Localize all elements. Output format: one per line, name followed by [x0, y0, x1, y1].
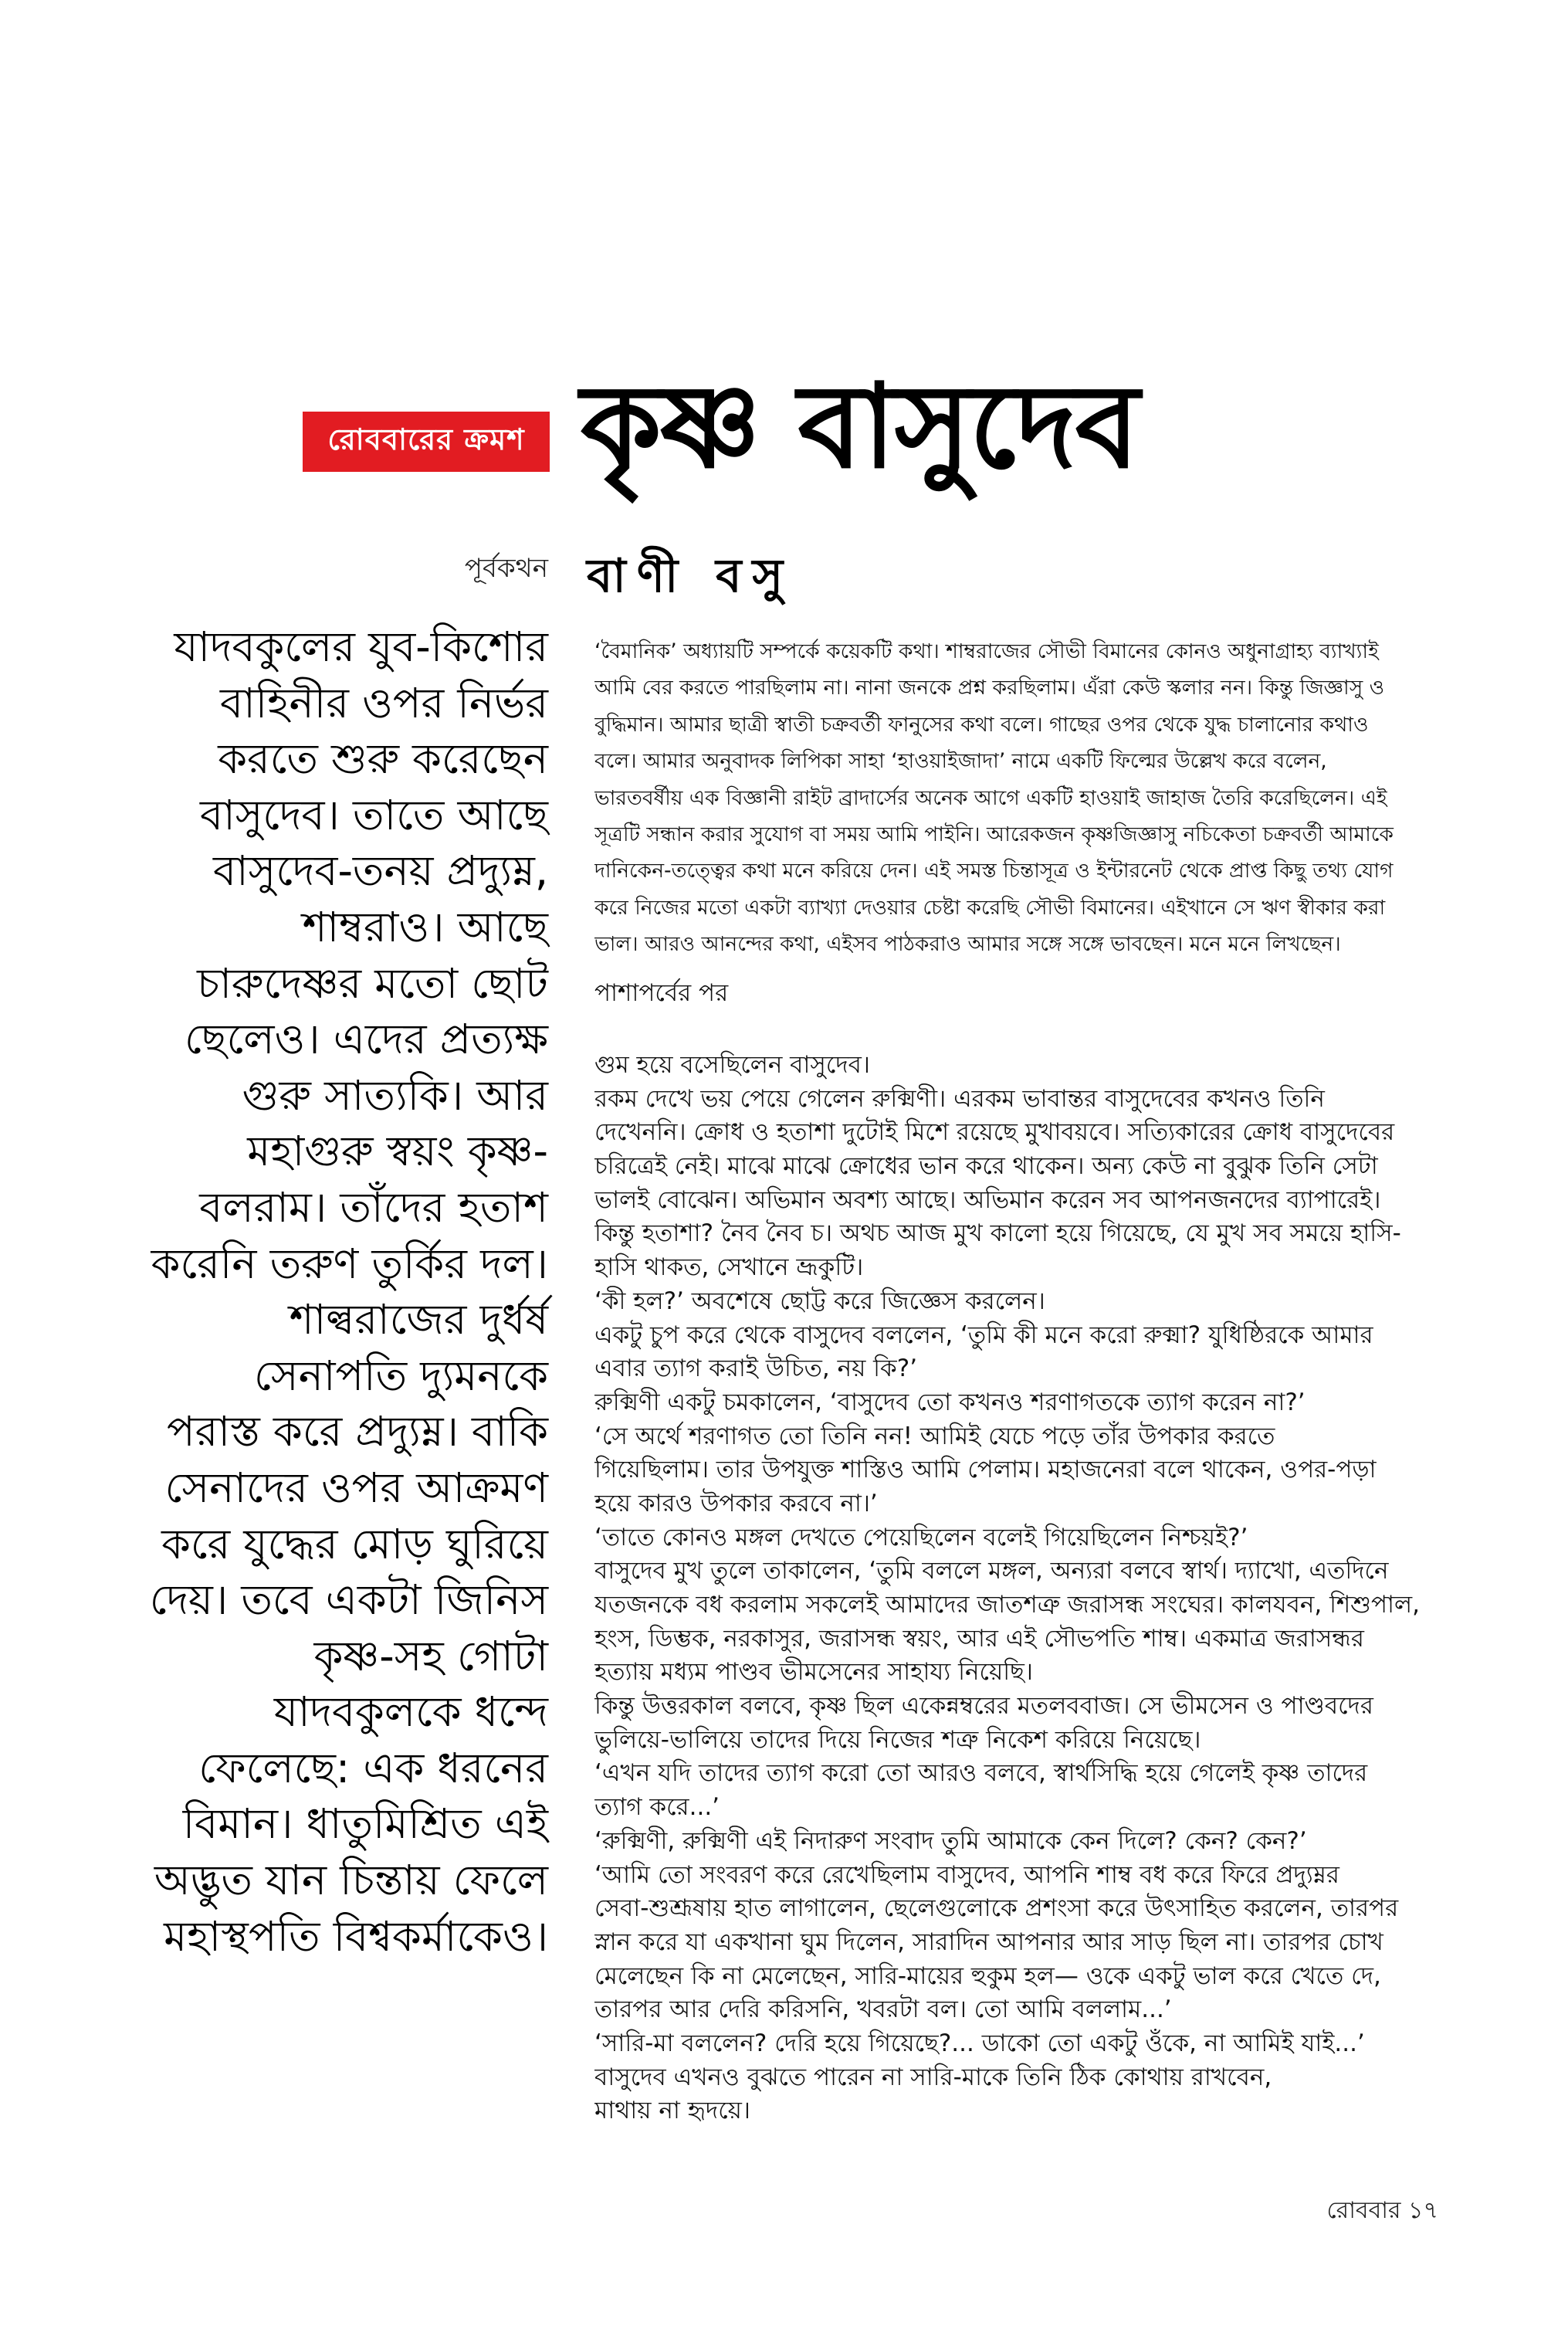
- text-line: মাথায় না হৃদয়ে।: [594, 2097, 750, 2125]
- series-tag: রোববারের ক্রমশ: [303, 412, 550, 472]
- text-line: গিয়েছিলাম। তার উপযুক্ত শাস্তিও আমি পেলাম। মহাজনেরা বলে থাকেন, ওপর-পড়া: [594, 1456, 1377, 1484]
- text-line: বুদ্ধিমান। আমার ছাত্রী স্বাতী চক্রবর্তী ফানুসের কথা বলে। গাছের ওপর থেকে যুদ্ধ চালানোর কথাও: [594, 712, 1369, 737]
- text-line: মহাস্থপতি বিশ্বকর্মাকেও।: [164, 1911, 548, 1961]
- text-line: ‘এখন যদি তাদের ত্যাগ করো তো আরও বলবে, স্বার্থসিদ্ধি হয়ে গেলেই কৃষ্ণ তাদের: [594, 1759, 1368, 1788]
- text-line: সেনাপতি দ্যুমনকে: [254, 1351, 548, 1400]
- text-line: ‘আমি তো সংবরণ করে রেখেছিলাম বাসুদেব, আপনি শাম্ব বধ করে ফিরে প্রদ্যুম্নর: [594, 1860, 1339, 1889]
- text-line: রকম দেখে ভয় পেয়ে গেলেন রুক্মিণী। এরকম ভাবান্তর বাসুদেবের কখনও তিনি: [594, 1084, 1325, 1113]
- text-line: দেয়। তবে একটা জিনিস: [149, 1575, 548, 1625]
- text-line: ‘বৈমানিক’ অধ্যায়টি সম্পর্কে কয়েকটি কথা। শাম্বরাজের সৌভী বিমানের কোনও অধুনাগ্রাহ্য ব্যাখ্যাই: [594, 639, 1379, 663]
- text-line: পরাস্ত করে প্রদ্যুম্ন। বাকি: [167, 1407, 548, 1456]
- text-line: কিন্তু হতাশা? নৈব নৈব চ। অথচ আজ মুখ কালো হয়ে গিয়েছে, যে মুখ সব সময়ে হাসি-: [594, 1219, 1401, 1248]
- text-line: তারপর আর দেরি করিসনি, খবরটা বল। তো আমি বললাম...’: [594, 1995, 1172, 2024]
- text-line: বাসুদেব। তাতে আছে: [200, 790, 548, 839]
- text-line: বাসুদেব মুখ তুলে তাকালেন, ‘তুমি বললে মঙ্গল, অন্যরা বলবে স্বার্থ। দ্যাখো, এতদিনে: [594, 1557, 1389, 1585]
- text-line: করে নিজের মতো একটা ব্যাখ্যা দেওয়ার চেষ্টা করেছি সৌভী বিমানের। এইখানে সে ঋণ স্বীকার করা: [594, 895, 1386, 920]
- text-line: বাসুদেব এখনও বুঝতে পারেন না সারি-মাকে তিনি ঠিক কোথায় রাখবেন,: [594, 2063, 1272, 2091]
- text-line: স্নান করে যা একখানা ঘুম দিলেন, সারাদিন আপনার আর সাড় ছিল না। তারপর চোখ: [594, 1928, 1383, 1956]
- article-title: কৃষ্ণ বাসুদেব: [581, 360, 1139, 494]
- text-line: ত্যাগ করে...’: [594, 1793, 720, 1822]
- text-line: রুক্মিণী একটু চমকালেন, ‘বাসুদেব তো কখনও শরণাগতকে ত্যাগ করেন না?’: [594, 1388, 1306, 1416]
- text-line: ‘সে অর্থে শরণাগত তো তিনি নন! আমিই যেচে পড়ে তাঁর উপকার করতে: [594, 1422, 1275, 1450]
- text-line: বিমান। ধাতুমিশ্রিত এই: [182, 1799, 548, 1849]
- text-line: অদ্ভুত যান চিন্তায় ফেলে: [154, 1856, 548, 1905]
- text-line: শাম্বরাও। আছে: [302, 902, 548, 951]
- text-line: চরিত্রেই নেই। মাঝে মাঝে ক্রোধের ভান করে থাকেন। অন্য কেউ না বুঝুক তিনি সেটা: [594, 1152, 1378, 1181]
- text-line: যাদবকুলের যুব-কিশোর: [174, 622, 548, 671]
- text-line: করতে শুরু করেছেন: [218, 734, 548, 784]
- text-line: ভালই বোঝেন। অভিমান অবশ্য আছে। অভিমান করেন সব আপনজনদের ব্যাপারেই।: [594, 1185, 1381, 1214]
- section-heading: পাশাপর্বের পর: [594, 979, 729, 1007]
- text-line: ‘রুক্মিণী, রুক্মিণী এই নিদারুণ সংবাদ তুমি আমাকে কেন দিলে? কেন? কেন?’: [594, 1826, 1307, 1855]
- text-line: কিন্তু উত্তরকাল বলবে, কৃষ্ণ ছিল একেন্নম্বরের মতলববাজ। সে ভীমসেন ও পাণ্ডবদের: [594, 1692, 1373, 1721]
- text-line: হয়ে কারও উপকার করবে না।’: [594, 1489, 878, 1517]
- text-line: সেবা-শুশ্রূষায় হাত লাগালেন, ছেলেগুলোকে প্রশংসা করে উৎসাহিত করলেন, তারপর: [594, 1894, 1399, 1923]
- text-line: দেখেননি। ক্রোধ ও হতাশা দুটোই মিশে রয়েছে মুখাবয়বে। সত্যিকারের ক্রোধ বাসুদেবের: [594, 1118, 1395, 1147]
- text-line: সূত্রটি সন্ধান করার সুযোগ বা সময় আমি পাইনি। আরেকজন কৃষ্ণজিজ্ঞাসু নচিকেতা চক্রবর্তী আমাকে: [594, 822, 1394, 846]
- text-line: গুম হয়ে বসেছিলেন বাসুদেব।: [594, 1051, 870, 1079]
- text-line: করে যুদ্ধের মোড় ঘুরিয়ে: [161, 1519, 548, 1568]
- text-line: একটু চুপ করে থেকে বাসুদেব বললেন, ‘তুমি কী মনে করো রুক্মা? যুধিষ্ঠিরকে আমার: [594, 1321, 1373, 1349]
- author-note: [594, 633, 1444, 963]
- text-line: চারুদেষ্ণর মতো ছোট: [197, 958, 548, 1008]
- text-line: বাহিনীর ওপর নির্ভর: [220, 678, 548, 727]
- text-line: হংস, ডিম্ভক, নরকাসুর, জরাসন্ধ স্বয়ং, আর এই সৌভপতি শাম্ব। একমাত্র জরাসন্ধর: [594, 1624, 1364, 1653]
- text-line: এবার ত্যাগ করাই উচিত, নয় কি?’: [594, 1355, 918, 1383]
- text-line: আমি বের করতে পারছিলাম না। নানা জনকে প্রশ্ন করছিলাম। এঁরা কেউ স্কলার নন। কিন্তু জিজ্ঞাসু ও: [594, 676, 1385, 700]
- text-line: ভাল। আরও আনন্দের কথা, এইসব পাঠকরাও আমার সঙ্গে সঙ্গে ভাবছেন। মনে মনে লিখছেন।: [594, 932, 1341, 957]
- text-line: ‘তাতে কোনও মঙ্গল দেখতে পেয়েছিলেন বলেই গিয়েছিলেন নিশ্চয়ই?’: [594, 1523, 1248, 1551]
- text-line: যাদবকুলকে ধন্দে: [273, 1687, 548, 1737]
- recap-text: [139, 619, 548, 1965]
- text-line: ফেলেছে: এক ধরনের: [198, 1743, 548, 1792]
- text-line: শাল্বরাজের দুর্ধর্ষ: [289, 1295, 548, 1344]
- text-line: ছেলেও। এদের প্রত্যক্ষ: [184, 1015, 548, 1064]
- page-folio: রোববার ১৭: [1326, 2197, 1438, 2224]
- text-line: ভারতবর্ষীয় এক বিজ্ঞানী রাইট ব্রাদার্সের অনেক আগে একটি হাওয়াই জাহাজ তৈরি করেছিলেন। এই: [594, 785, 1387, 810]
- recap-label: পূর্বকথন: [464, 553, 548, 584]
- text-line: মেলেছেন কি না মেলেছেন, সারি-মায়ের হুকুম হল— ওকে একটু ভাল করে খেতে দে,: [594, 1962, 1381, 1990]
- text-line: গুরু সাত্যকি। আর: [242, 1070, 548, 1120]
- text-line: বলরাম। তাঁদের হতাশ: [199, 1182, 548, 1232]
- text-line: হাসি থাকত, সেখানে ভ্রূকুটি।: [594, 1253, 864, 1282]
- author-name: বাণী বসু: [587, 549, 794, 603]
- text-line: বলে। আমার অনুবাদক লিপিকা সাহা ‘হাওয়াইজাদা’ নামে একটি ফিল্মের উল্লেখ করে বলেন,: [594, 749, 1327, 774]
- text-line: বাসুদেব-তনয় প্রদ্যুম্ন,: [212, 846, 548, 896]
- text-line: ‘সারি-মা বললেন? দেরি হয়ে গিয়েছে?... ডাকো তো একটু ওঁকে, না আমিই যাই...’: [594, 2029, 1365, 2057]
- text-line: দানিকেন-তত্ত্বের কথা মনে করিয়ে দেন। এই সমস্ত চিন্তাসূত্র ও ইন্টারনেট থেকে প্রাপ্ত কিছু তথ্য যোগ: [594, 859, 1394, 883]
- text-line: কৃষ্ণ-সহ গোটা: [313, 1631, 548, 1680]
- text-line: মহাগুরু স্বয়ং কৃষ্ণ-: [247, 1127, 548, 1176]
- text-line: ‘কী হল?’ অবশেষে ছোট্ট করে জিজ্ঞেস করলেন।: [594, 1287, 1045, 1315]
- text-line: যতজনকে বধ করলাম সকলেই আমাদের জাতশত্রু জরাসন্ধ সংঘের। কালযবন, শিশুপাল,: [594, 1591, 1420, 1619]
- story-body: [594, 1049, 1444, 2128]
- text-line: হত্যায় মধ্যম পাণ্ডব ভীমসেনের সাহায্য নিয়েছি।: [594, 1658, 1033, 1687]
- text-line: সেনাদের ওপর আক্রমণ: [164, 1463, 548, 1512]
- text-line: করেনি তরুণ তুর্কির দল।: [151, 1239, 548, 1288]
- text-line: ভুলিয়ে-ভালিয়ে তাদের দিয়ে নিজের শত্রু নিকেশ করিয়ে নিয়েছে।: [594, 1725, 1201, 1754]
